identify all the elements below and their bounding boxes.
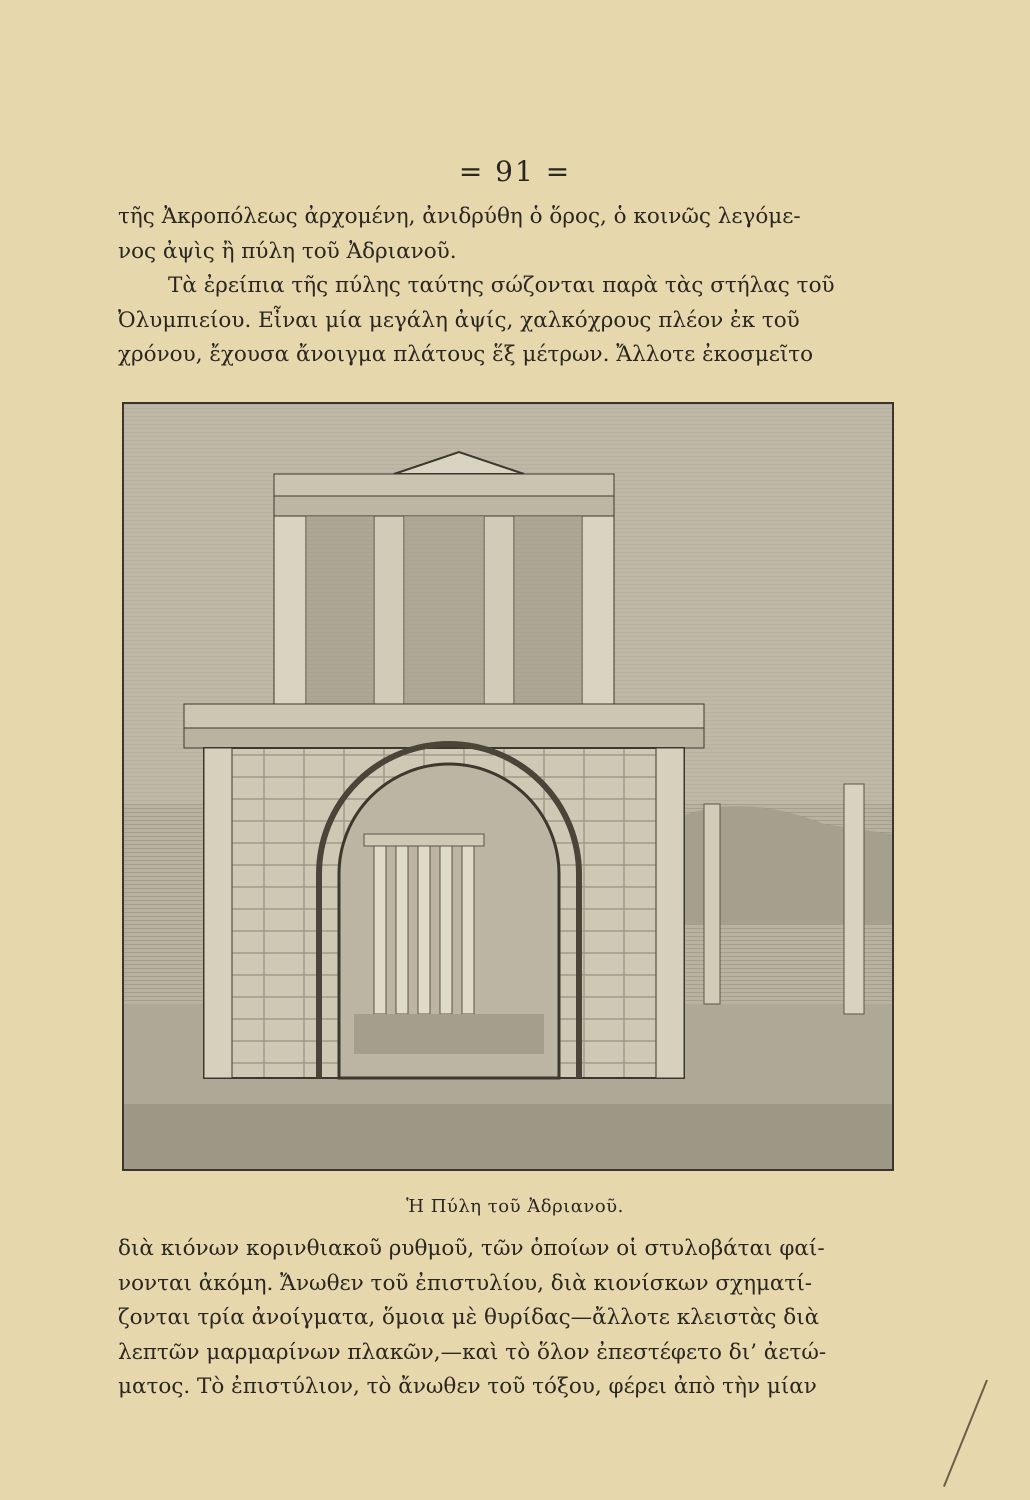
text-line: Ὀλυμπιείου. Εἶναι μία μεγάλη ἀψίς, χαλκόχρους πλέον ἐκ τοῦ: [118, 307, 800, 333]
photo-hadrians-gate: [122, 402, 894, 1171]
body-text-top: [118, 200, 898, 373]
text-line: διὰ κιόνων κορινθιακοῦ ρυθμοῦ, τῶν ὁποίων οἱ στυλοβάται φαί-: [118, 1236, 825, 1261]
engraving-illustration: [124, 404, 892, 1169]
page-number: = 91 =: [458, 155, 572, 188]
body-text-bottom: [118, 1232, 898, 1405]
text-line: χρόνου, ἔχουσα ἄνοιγμα πλάτους ἕξ μέτρων. Ἄλλοτε ἐκοσμεῖτο: [118, 342, 814, 367]
text-line: νονται ἀκόμη. Ἄνωθεν τοῦ ἐπιστυλίου, διὰ κιονίσκων σχηματί-: [118, 1270, 813, 1296]
page-edge-mark: [943, 1380, 988, 1487]
text-line: Τὰ ἐρείπια τῆς πύλης ταύτης σώζονται παρὰ τὰς στήλας τοῦ: [168, 273, 835, 298]
text-line: λεπτῶν μαρμαρίνων πλακῶν,—καὶ τὸ ὅλον ἐπεστέφετο δι’ ἀετώ-: [118, 1339, 827, 1365]
text-line: νος ἀψὶς ἢ πύλη τοῦ Ἀδριανοῦ.: [118, 238, 457, 264]
text-line: ζονται τρία ἀνοίγματα, ὅμοια μὲ θυρίδας—ἄλλοτε κλειστὰς διὰ: [118, 1305, 820, 1330]
text-line: τῆς Ἀκροπόλεως ἀρχομένη, ἀνιδρύθη ὁ ὅρος, ὁ κοινῶς λεγόμε-: [118, 204, 801, 229]
text-line: ματος. Τὸ ἐπιστύλιον, τὸ ἄνωθεν τοῦ τόξου, φέρει ἀπὸ τὴν μίαν: [118, 1374, 817, 1399]
figure-caption: Ἡ Πύλη τοῦ Ἀδριανοῦ.: [406, 1196, 624, 1217]
